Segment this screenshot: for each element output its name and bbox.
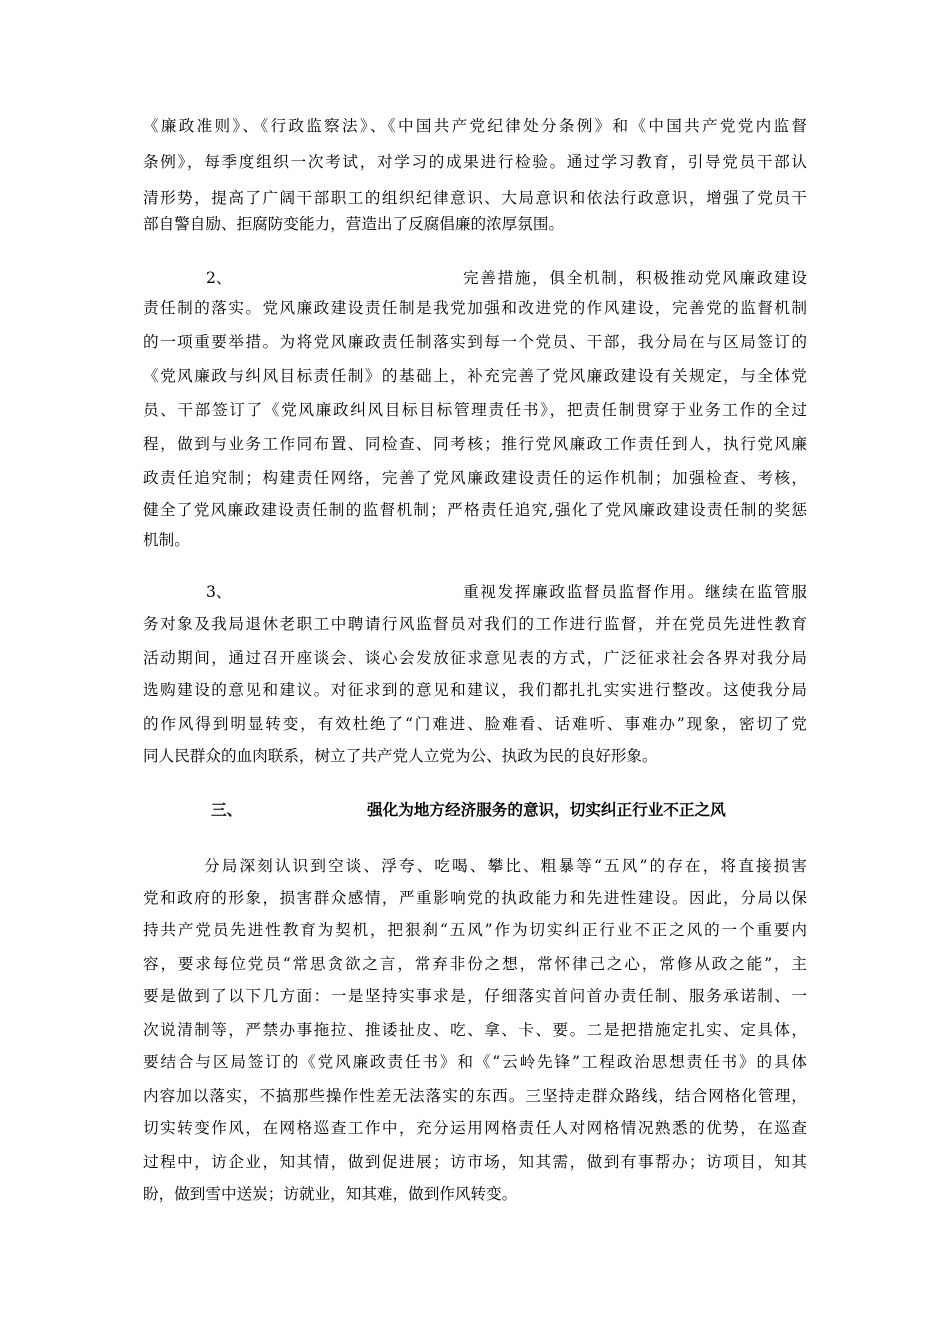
section-title: 强化为地方经济服务的意识，切实纠正行业不正之风 <box>367 801 726 819</box>
text-line: 政责任追究制；构建责任网络，完善了党风廉政建设责任的运作机制；加强检查、考核， <box>143 469 807 487</box>
text-line: 机制。 <box>143 531 190 549</box>
text-line: 程，做到与业务工作同布置、同检查、同考核；推行党风廉政工作责任到人，执行党风廉 <box>143 435 807 453</box>
text-line: 盼，做到雪中送炭；访就业，知其难，做到作风转变。 <box>143 1185 518 1203</box>
text-line: 《廉政准则》、《行政监察法》、《中国共产党纪律处分条例》和《中国共产党党内监督 <box>143 117 807 135</box>
text-line: 内容加以落实，不搞那些操作性差无法落实的东西。三坚持走群众路线，结合网格化管理， <box>143 1087 807 1105</box>
text-line: 活动期间，通过召开座谈会、谈心会发放征求意见表的方式，广泛征求社会各界对我分局 <box>143 649 807 667</box>
item-lead-text: 重视发挥廉政监督员监督作用。继续在监管服 <box>463 583 807 601</box>
text-line: 清形势，提高了广阔干部职工的组织纪律意识、大局意识和依法行政意识，增强了党员干 <box>143 189 807 207</box>
text-line: 同人民群众的血肉联系，树立了共产党人立党为公、执政为民的良好形象。 <box>143 747 658 765</box>
text-line: 部自警自励、拒腐防变能力，营造出了反腐倡廉的浓厚氛围。 <box>143 215 565 233</box>
text-line: 持共产党员先进性教育为契机，把狠刹“五风”作为切实纠正行业不正之风的一个重要内 <box>143 921 807 939</box>
text-line: 务对象及我局退休老职工中聘请行风监督员对我们的工作进行监督，并在党员先进性教育 <box>143 615 807 633</box>
item-number: 3、 <box>206 583 232 601</box>
text-line: 分局深刻认识到空谈、浮夸、吃喝、攀比、粗暴等“五风”的存在，将直接损害 <box>204 857 807 875</box>
item-number: 2、 <box>206 269 232 287</box>
text-line: 的作风得到明显转变，有效杜绝了“门难进、脸难看、话难听、事难办”现象，密切了党 <box>143 715 807 733</box>
text-line: 《党风廉政与纠风目标责任制》的基础上，补充完善了党风廉政建设有关规定，与全体党 <box>143 367 807 385</box>
text-line: 要结合与区局签订的《党风廉政责任书》和《“云岭先锋”工程政治思想责任书》的具体 <box>143 1053 807 1071</box>
text-line: 党和政府的形象，损害群众感情，严重影响党的执政能力和先进性建设。因此，分局以保 <box>143 889 807 907</box>
text-line: 员、干部签订了《党风廉政纠风目标目标管理责任书》，把责任制贯穿于业务工作的全过 <box>143 401 807 419</box>
text-line: 健全了党风廉政建设责任制的监督机制；严格责任追究,强化了党风廉政建设责任制的奖惩 <box>143 501 807 519</box>
text-line: 次说清制等，严禁办事拖拉、推诿扯皮、吃、拿、卡、要。二是把措施定扎实、定具体， <box>143 1021 807 1039</box>
text-line: 选购建设的意见和建议。对征求到的意见和建议，我们都扎扎实实进行整改。这使我分局 <box>143 681 807 699</box>
text-line: 的一项重要举措。为将党风廉政责任制落实到每一个党员、干部，我分局在与区局签订的 <box>143 333 807 351</box>
text-line: 要是做到了以下几方面：一是坚持实事求是，仔细落实首问首办责任制、服务承诺制、一 <box>143 987 807 1005</box>
text-line: 切实转变作风，在网格巡查工作中，充分运用网格责任人对网格情况熟悉的优势，在巡查 <box>143 1119 807 1137</box>
section-number: 三、 <box>211 801 243 819</box>
text-line: 容，要求每位党员“常思贪欲之言，常弃非份之想，常怀律己之心，常修从政之能”，主 <box>143 955 807 973</box>
item-lead-text: 完善措施，俱全机制，积极推动党风廉政建设 <box>463 269 807 287</box>
text-line: 过程中，访企业，知其情，做到促进展；访市场，知其需，做到有事帮办；访项目，知其 <box>143 1153 807 1171</box>
text-line: 条例》，每季度组织一次考试，对学习的成果进行检验。通过学习教育，引导党员干部认 <box>143 153 807 171</box>
text-line: 责任制的落实。党风廉政建设责任制是我党加强和改进党的作风建设，完善党的监督机制 <box>143 299 807 317</box>
